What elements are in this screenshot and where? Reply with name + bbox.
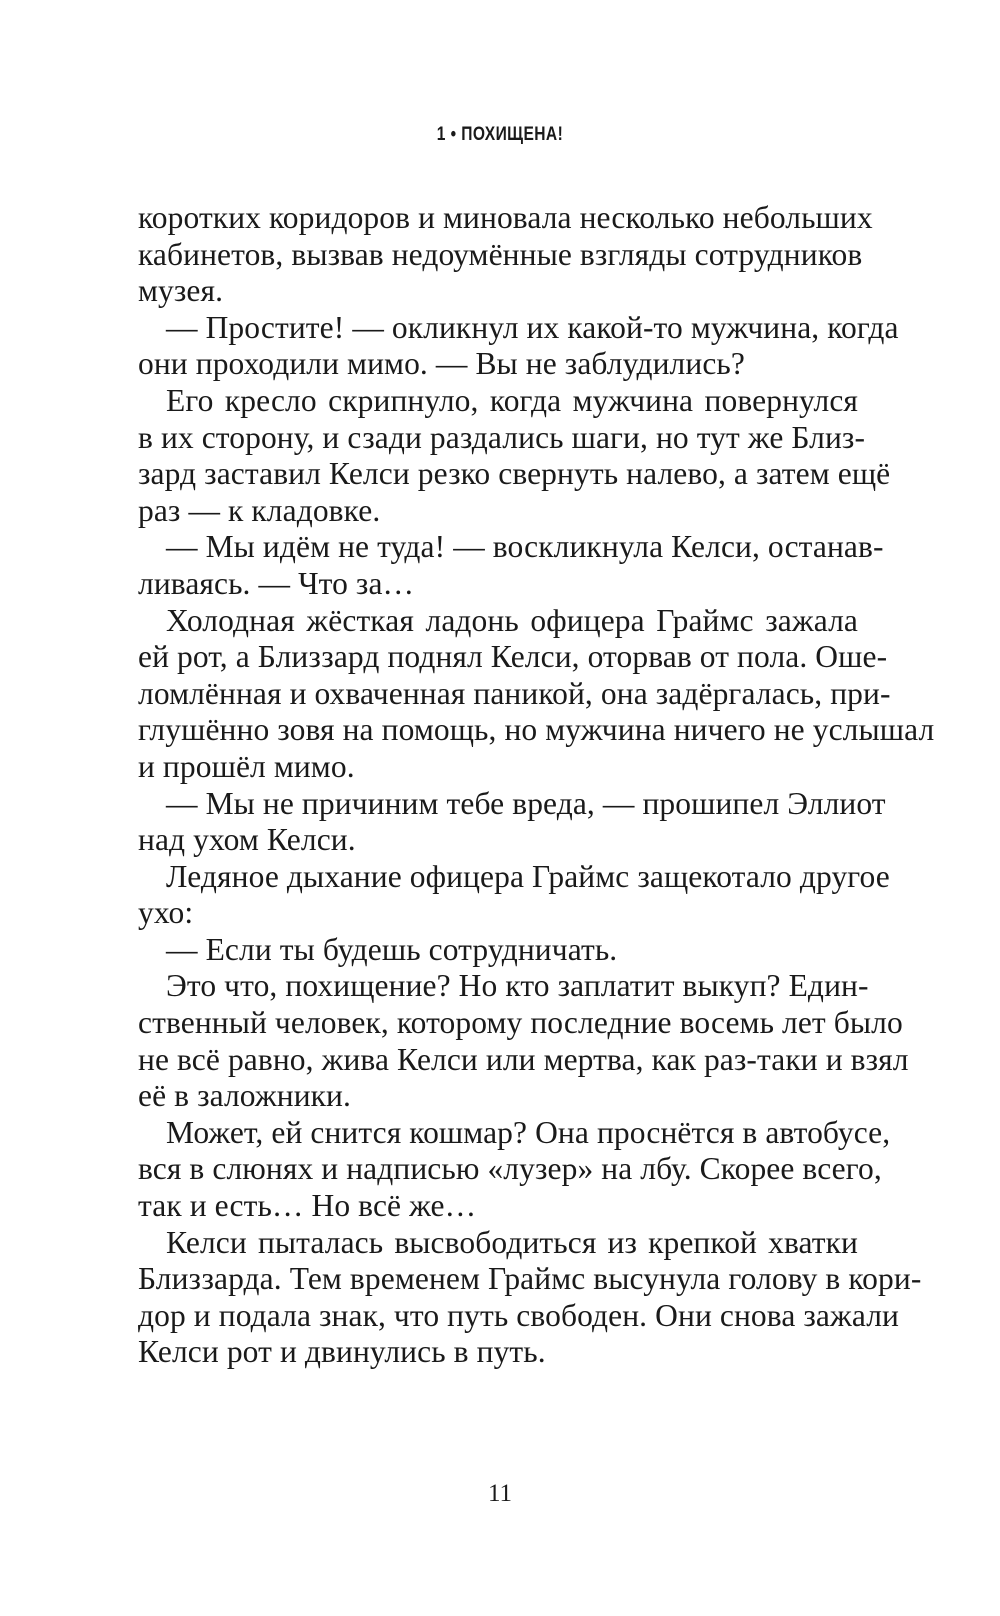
text-line: и прошёл мимо. xyxy=(138,748,355,784)
running-header xyxy=(90,124,910,146)
text-line: коротких коридоров и миновала несколько небольших xyxy=(138,200,873,235)
text-line: Ледяное дыхание офицера Граймс защекотало другое xyxy=(166,858,890,894)
chapter-title: ПОХИЩЕНА! xyxy=(461,124,564,145)
text-line: ственный человек, которому последние восемь лет было xyxy=(138,1005,903,1041)
text-line: — Простите! — окликнул их какой-то мужчина, когда xyxy=(166,309,899,345)
text-line: глушённо зовя на помощь, но мужчина ничего не услышал xyxy=(138,712,935,748)
text-line: Холодная жёсткая ладонь офицера Граймс зажала xyxy=(166,602,858,638)
text-line: раз — к кладовке. xyxy=(138,492,381,528)
text-line: ломлённая и охваченная паникой, она задёргалась, при- xyxy=(138,675,891,711)
chapter-number: 1 xyxy=(436,124,446,145)
header-separator: • xyxy=(450,124,457,145)
text-line: они проходили мимо. — Вы не заблудились? xyxy=(138,346,745,382)
text-line: не всё равно, жива Келси или мертва, как раз-таки и взял xyxy=(138,1041,909,1077)
text-line: кабинетов, вызвав недоумённые взгляды сотрудников xyxy=(138,236,863,272)
body-text xyxy=(138,200,935,1371)
text-line: Келси рот и двинулись в путь. xyxy=(138,1334,546,1370)
text-line: Его кресло скрипнуло, когда мужчина повернулся xyxy=(166,382,858,418)
text-line: ливаясь. — Что за… xyxy=(138,565,415,601)
text-line: дор и подала знак, что путь свободен. Они снова зажали xyxy=(138,1297,899,1333)
text-line: ухо: xyxy=(138,895,194,931)
text-line: зард заставил Келси резко свернуть налево, а затем ещё xyxy=(138,456,891,492)
text-line: Может, ей снится кошмар? Она проснётся в автобусе, xyxy=(166,1114,891,1150)
text-line: Это что, похищение? Но кто заплатит выкуп? Един- xyxy=(166,968,869,1004)
text-line: над ухом Келси. xyxy=(138,822,356,858)
page-number: 11 xyxy=(487,1480,513,1507)
text-line: Близзарда. Тем временем Граймс высунула голову в кори- xyxy=(138,1261,922,1297)
text-line: вся в слюнях и надписью «лузер» на лбу. Скорее всего, xyxy=(138,1151,882,1187)
text-line: — Мы не причиним тебе вреда, — прошипел Эллиот xyxy=(166,785,886,821)
text-line: ей рот, а Близзард поднял Келси, оторвав от пола. Оше- xyxy=(138,639,888,675)
text-line: в их сторону, и сзади раздались шаги, но тут же Близ- xyxy=(138,419,866,455)
text-line: музея. xyxy=(138,273,224,309)
text-line: Келси пыталась высвободиться из крепкой хватки xyxy=(166,1224,858,1260)
text-line: её в заложники. xyxy=(138,1078,351,1114)
text-line: так и есть… Но всё же… xyxy=(138,1188,477,1224)
text-line: — Если ты будешь сотрудничать. xyxy=(166,931,618,967)
text-line: — Мы идём не туда! — воскликнула Келси, останав- xyxy=(166,529,884,565)
